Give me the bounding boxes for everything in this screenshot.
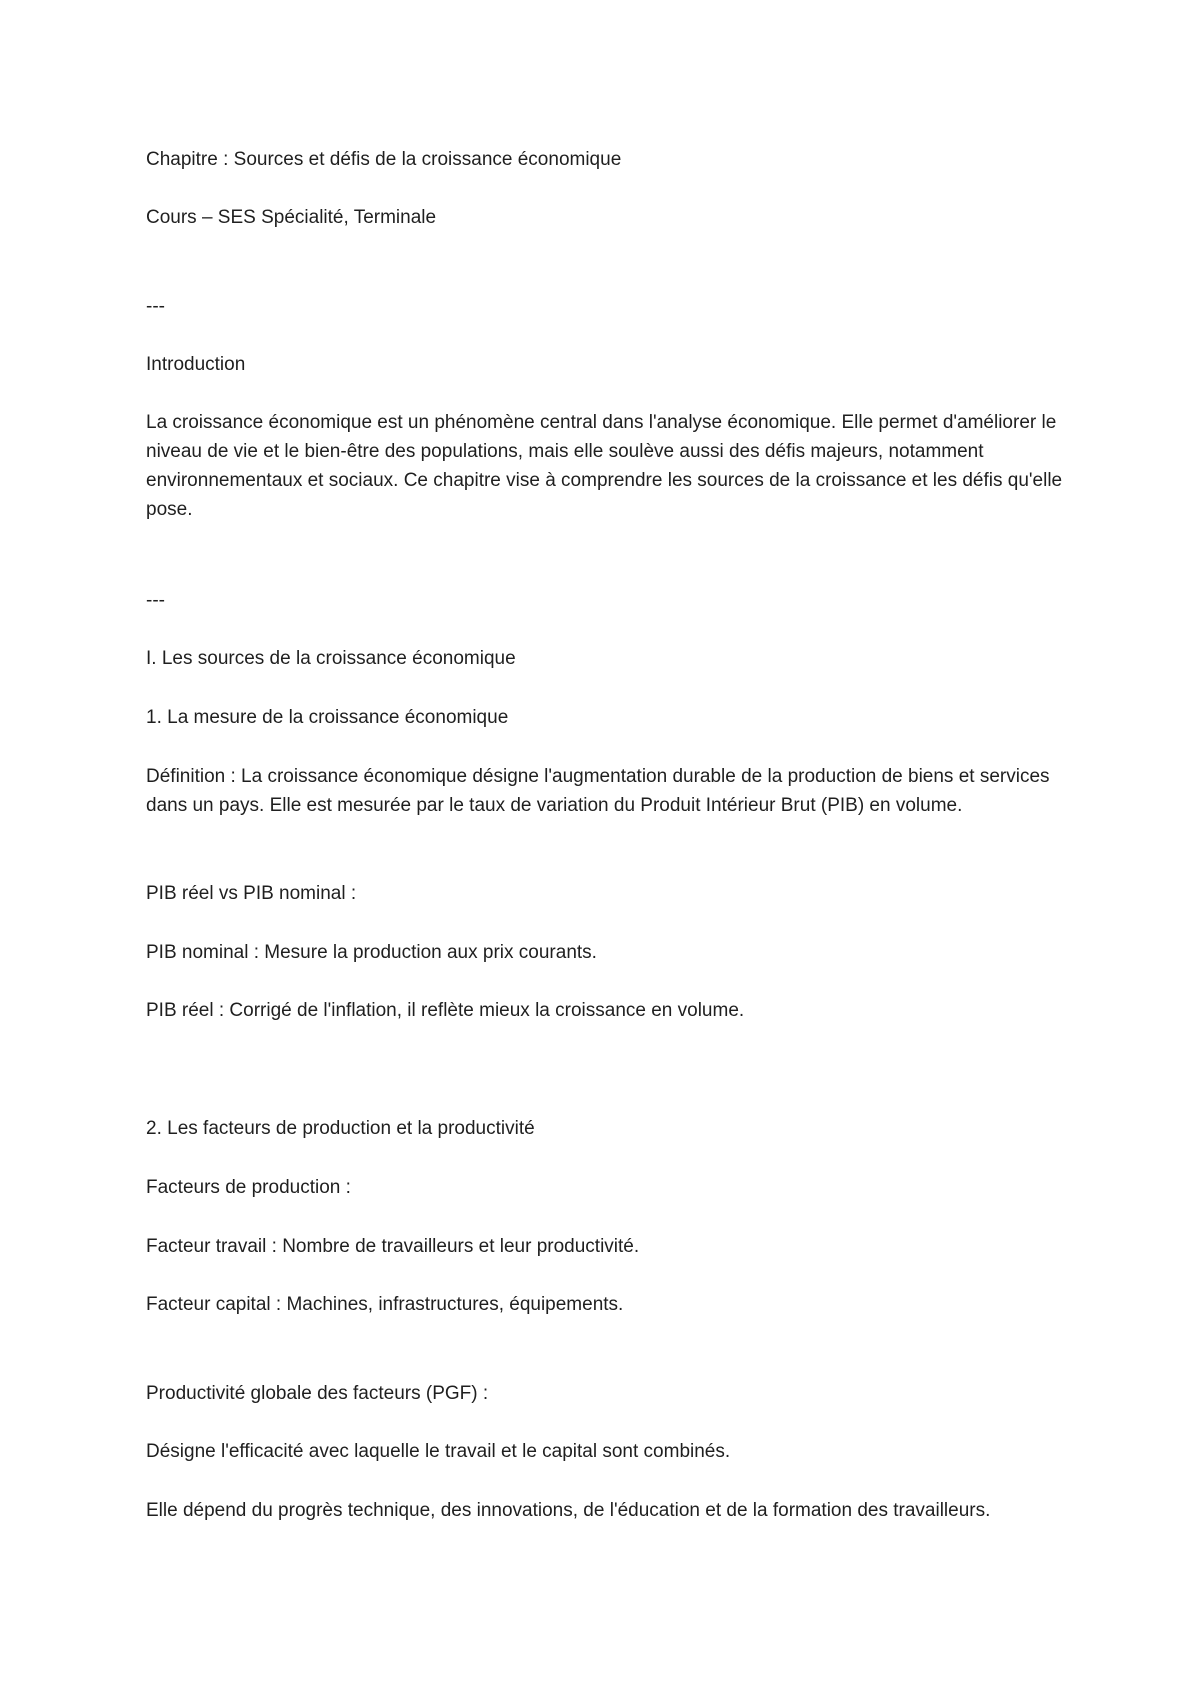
pgf-definition: Désigne l'efficacité avec laquelle le travail et le capital sont combinés. bbox=[146, 1441, 731, 1462]
intro-heading: Introduction bbox=[146, 354, 246, 375]
separator: --- bbox=[146, 296, 165, 317]
separator: --- bbox=[146, 590, 165, 611]
factor-capital: Facteur capital : Machines, infrastructures, équipements. bbox=[146, 1294, 624, 1315]
pib-compare: PIB réel vs PIB nominal : bbox=[146, 883, 357, 904]
intro-paragraph: La croissance économique est un phénomène central dans l'analyse économique. Elle permet d'améliorer le niveau de vie et le bien-être des populations, mais elle soulève aussi des défis majeurs, notamment environnementaux et sociaux. Ce chapitre vise à comprendre les sources de la croissance et les défis qu'elle pose. bbox=[146, 412, 1068, 520]
subsection-heading: 2. Les facteurs de production et la productivité bbox=[146, 1118, 535, 1139]
chapter-title: Chapitre : Sources et défis de la croissance économique bbox=[146, 149, 622, 170]
definition-paragraph: Définition : La croissance économique désigne l'augmentation durable de la production de biens et services dans un pays. Elle est mesurée par le taux de variation du Produit Intérieur Brut (PIB) en volume. bbox=[146, 766, 1055, 816]
pgf-depends: Elle dépend du progrès technique, des innovations, de l'éducation et de la formation des travailleurs. bbox=[146, 1500, 991, 1521]
course-line: Cours – SES Spécialité, Terminale bbox=[146, 207, 437, 228]
subsection-heading: 1. La mesure de la croissance économique bbox=[146, 707, 509, 728]
pib-nominal: PIB nominal : Mesure la production aux prix courants. bbox=[146, 942, 597, 963]
section-heading: I. Les sources de la croissance économique bbox=[146, 648, 516, 669]
factor-travail: Facteur travail : Nombre de travailleurs et leur productivité. bbox=[146, 1236, 640, 1257]
pib-reel: PIB réel : Corrigé de l'inflation, il reflète mieux la croissance en volume. bbox=[146, 1000, 745, 1021]
factors-heading: Facteurs de production : bbox=[146, 1177, 351, 1198]
pgf-heading: Productivité globale des facteurs (PGF) : bbox=[146, 1383, 489, 1404]
